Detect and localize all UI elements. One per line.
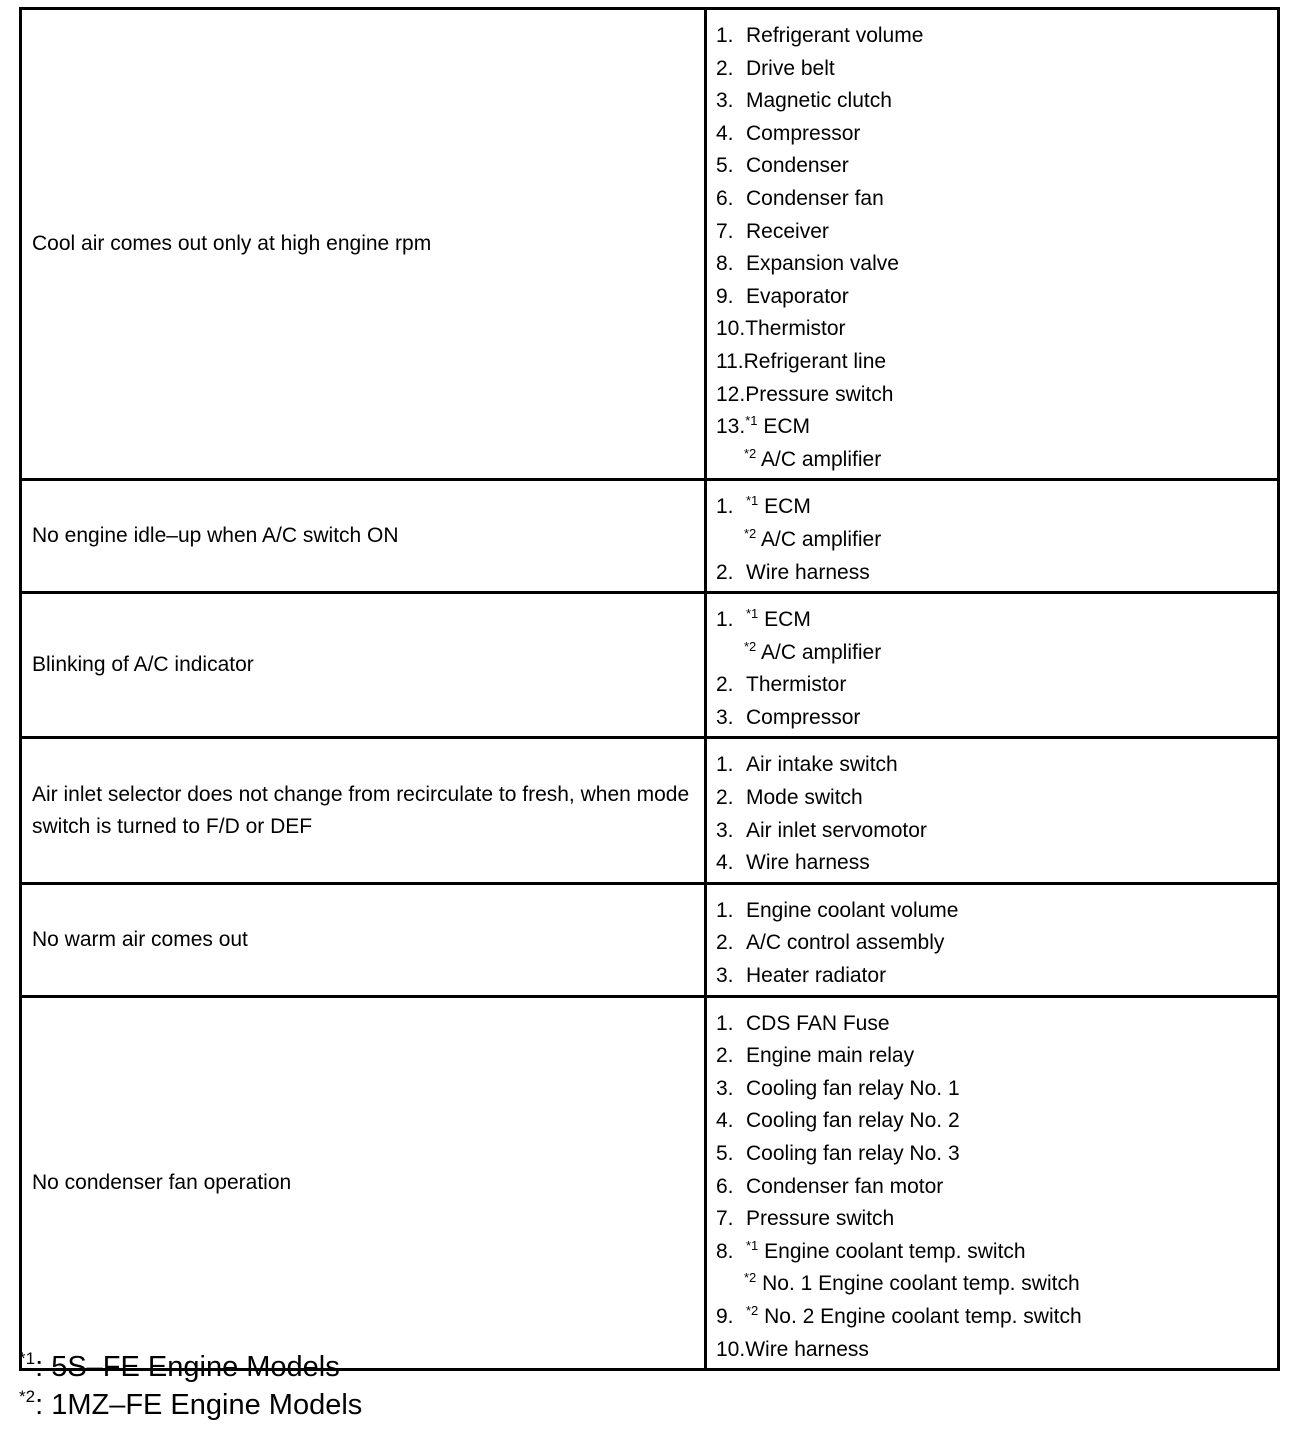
footnote-mark: *2 [744,445,757,461]
part-number: 11. [716,349,744,373]
part-text: Engine coolant temp. switch [764,1239,1026,1263]
part-item [716,1008,1277,1041]
footnote-mark: *1 [746,606,759,622]
part-item [716,1040,1277,1073]
footnote-mark: *1 [745,413,758,429]
part-text: CDS FAN Fuse [746,1011,890,1035]
part-text: Refrigerant line [743,349,887,373]
part-item [716,444,1277,477]
symptom-cell: Air inlet selector does not change from recirculate to fresh, when mode switch is turned to F/D or DEF [21,738,706,883]
part-text: ECM [764,608,811,632]
part-text: A/C amplifier [760,447,882,471]
part-text: Mode switch [746,786,863,810]
part-text: A/C amplifier [760,527,882,551]
part-item [716,313,1277,346]
part-item [716,1236,1277,1269]
table-row [21,480,1279,593]
part-item [716,557,1277,590]
part-item [716,20,1277,53]
suspect-parts-cell [706,996,1279,1370]
footnote-mark: *2 [746,1302,759,1318]
part-text: Receiver [746,219,829,243]
part-item [716,960,1277,993]
part-number: 1. [716,495,734,519]
part-item [716,1073,1277,1106]
part-text: Drive belt [746,56,835,80]
symptom-cell: No condenser fan operation [21,996,706,1370]
suspect-parts-cell [706,593,1279,738]
footnote-mark: *1 [746,1237,759,1253]
part-number: 2. [716,786,734,810]
part-item [716,1171,1277,1204]
part-text: Heater radiator [746,964,887,988]
part-text: Thermistor [745,317,846,341]
footnote-mark: *2 [19,1387,36,1406]
part-text: Engine main relay [746,1044,915,1068]
table-row [21,996,1279,1370]
part-text: Wire harness [745,1337,869,1361]
part-text: Expansion valve [746,252,899,276]
footnote-text: : 5S–FE Engine Models [35,1351,340,1383]
part-item [716,1334,1277,1367]
part-item [716,847,1277,880]
part-item [716,118,1277,151]
part-text: Compressor [746,705,861,729]
part-text: No. 2 Engine coolant temp. switch [764,1304,1082,1328]
part-number: 12. [716,382,746,406]
part-item [716,150,1277,183]
part-number: 7. [716,219,734,243]
part-number: 1. [716,898,734,922]
footnote [19,1386,362,1424]
part-text: ECM [764,495,811,519]
part-text: ECM [763,415,811,439]
symptom-cell: Blinking of A/C indicator [21,593,706,738]
part-text: Wire harness [746,851,870,875]
part-number: 1. [716,24,734,47]
part-number: 13. [716,415,746,439]
part-number: 10. [716,1337,746,1361]
part-item [716,895,1277,928]
part-text: Pressure switch [745,382,894,406]
part-number: 3. [716,705,734,729]
part-item [716,749,1277,782]
part-number: 2. [716,1044,734,1068]
part-item [716,216,1277,249]
part-number: 4. [716,1109,734,1133]
part-text: No. 1 Engine coolant temp. switch [762,1272,1080,1296]
footnotes [19,1348,362,1424]
table-row [21,883,1279,996]
part-item [716,524,1277,557]
part-text: Refrigerant volume [746,24,924,47]
suspect-parts-cell [706,738,1279,883]
part-number: 5. [716,1142,734,1165]
part-item [716,1268,1277,1301]
part-text: Condenser fan [746,186,884,210]
part-number: 7. [716,1207,734,1231]
part-number: 3. [716,818,734,842]
suspect-parts-cell [706,9,1279,480]
part-item [716,53,1277,86]
part-text: Condenser fan motor [746,1174,944,1198]
part-item [716,637,1277,670]
part-item [716,1203,1277,1236]
part-text: Magnetic clutch [746,89,892,113]
part-number: 2. [716,56,734,80]
part-item [716,782,1277,815]
table-row [21,9,1279,480]
part-text: Thermistor [746,673,847,697]
footnote-mark: *2 [744,638,757,654]
part-item [716,1301,1277,1334]
part-item [716,604,1277,637]
part-text: Evaporator [746,284,849,308]
table-body [21,9,1279,1370]
footnote-mark: *2 [744,1270,757,1286]
part-item [716,491,1277,524]
part-item [716,1138,1277,1171]
footnote-mark: *1 [19,1349,36,1368]
part-text: Cooling fan relay No. 1 [746,1076,960,1100]
part-number: 1. [716,1011,734,1035]
footnote-text: : 1MZ–FE Engine Models [35,1389,363,1421]
part-number: 4. [716,121,734,145]
part-item [716,281,1277,314]
part-number: 6. [716,186,734,210]
part-text: A/C control assembly [746,931,945,955]
part-item [716,379,1277,412]
part-item [716,346,1277,379]
part-number: 5. [716,154,734,178]
suspect-parts-cell [706,480,1279,593]
part-text: Wire harness [746,560,870,584]
part-number: 2. [716,931,734,955]
part-item [716,85,1277,118]
symptom-cell: No engine idle–up when A/C switch ON [21,480,706,593]
part-text: Pressure switch [746,1207,895,1231]
symptom-cell: Cool air comes out only at high engine rpm [21,9,706,480]
part-text: Cooling fan relay No. 3 [746,1142,960,1165]
part-text: Condenser [746,154,849,178]
part-number: 9. [716,1304,734,1328]
part-number: 3. [716,89,734,113]
part-text: Air intake switch [746,753,898,777]
part-item [716,411,1277,444]
part-number: 2. [716,560,734,584]
part-item [716,815,1277,848]
part-number: 1. [716,608,734,632]
troubleshooting-table [19,7,1280,1371]
part-number: 1. [716,753,734,777]
part-number: 3. [716,964,734,988]
symptom-cell: No warm air comes out [21,883,706,996]
part-item [716,702,1277,735]
footnote-mark: *2 [744,525,757,541]
part-text: Cooling fan relay No. 2 [746,1109,960,1133]
part-text: A/C amplifier [760,640,882,664]
part-item [716,927,1277,960]
part-item [716,248,1277,281]
part-number: 2. [716,673,734,697]
part-text: Air inlet servomotor [746,818,927,842]
part-item [716,183,1277,216]
table-row [21,738,1279,883]
part-number: 9. [716,284,734,308]
part-text: Compressor [746,121,861,145]
table-row [21,593,1279,738]
part-number: 6. [716,1174,734,1198]
part-item [716,669,1277,702]
part-number: 10. [716,317,746,341]
part-number: 4. [716,851,734,875]
suspect-parts-cell [706,883,1279,996]
part-number: 8. [716,1239,734,1263]
part-number: 8. [716,252,734,276]
footnote-mark: *1 [746,493,759,509]
part-number: 3. [716,1076,734,1100]
part-item [716,1105,1277,1138]
part-text: Engine coolant volume [746,898,959,922]
footnote [19,1348,362,1386]
